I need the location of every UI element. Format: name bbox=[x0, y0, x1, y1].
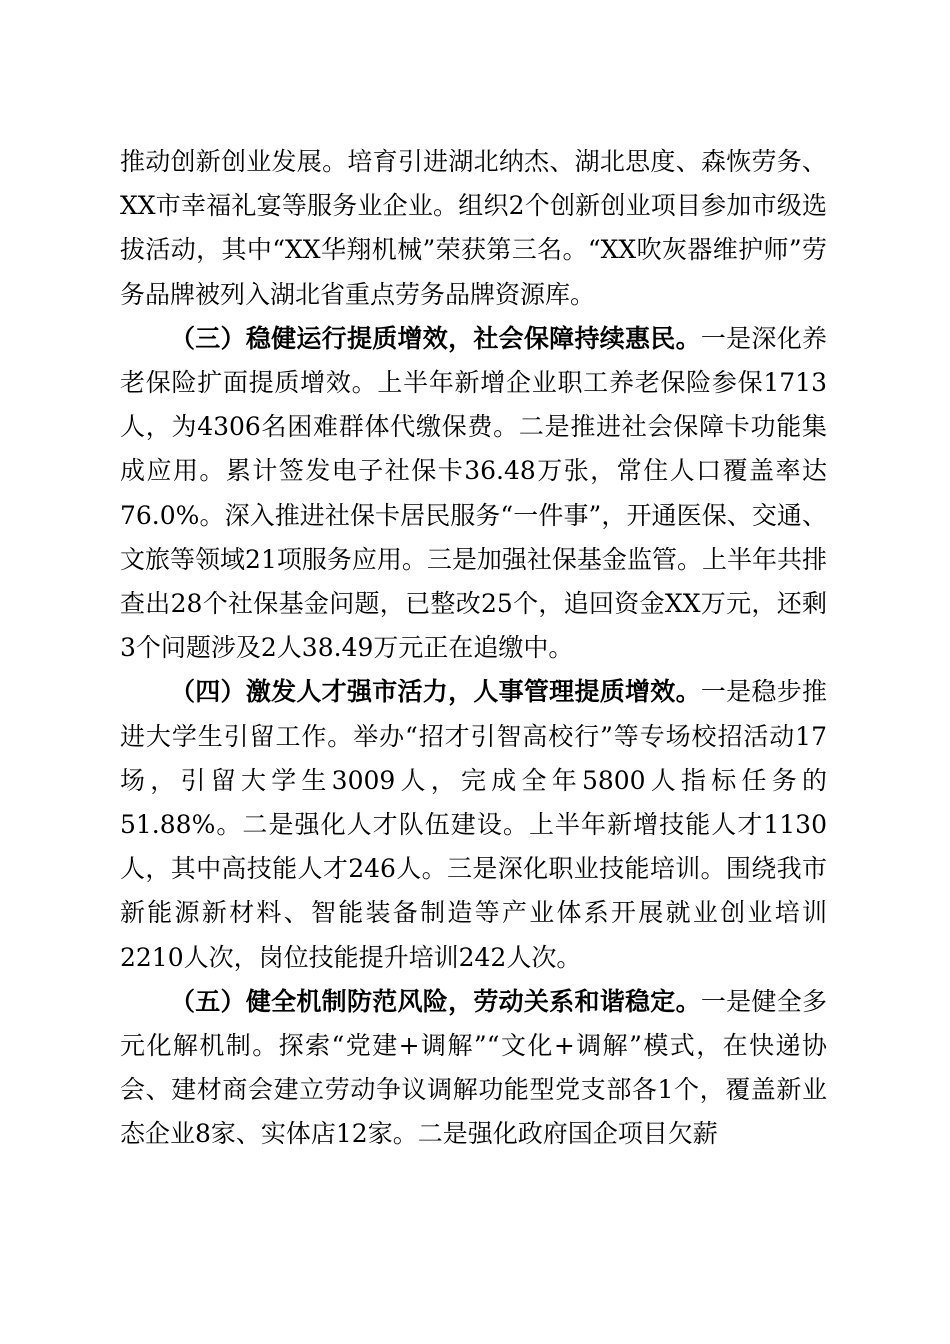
paragraph-3-text: 一是稳步推进大学生引留工作。举办“招才引智高校行”等专场校招活动17场，引留大学生3009人，完成全年5800人指标任务的51.88%。二是强化人才队伍建设。上半年新增技能人才1130人，其中高技能人才246人。三是深化职业技能培训。围绕我市新能源新材料、智能装备制造等产业体系开展就业创业培训2210人次，岗位技能提升培训242人次。 bbox=[120, 677, 827, 972]
document-page bbox=[120, 140, 827, 1157]
section-heading-4: （四）激发人才强市活力，人事管理提质增效。 bbox=[170, 677, 701, 707]
paragraph-1-text: 推动创新创业发展。培育引进湖北纳杰、湖北思度、森恢劳务、XX市幸福礼宴等服务业企业。组织2个创新创业项目参加市级选拔活动，其中“XX华翔机械”荣获第三名。“XX吹灰器维护师”劳务品牌被列入湖北省重点劳务品牌资源库。 bbox=[120, 147, 827, 309]
paragraph-4 bbox=[120, 980, 827, 1157]
paragraph-2 bbox=[120, 317, 827, 671]
paragraph-1 bbox=[120, 140, 827, 317]
paragraph-4-text: 一是健全多元化解机制。探索“党建+调解”“文化+调解”模式，在快递协会、建材商会建立劳动争议调解功能型党支部各1个，覆盖新业态企业8家、实体店12家。二是强化政府国企项目欠薪 bbox=[120, 986, 827, 1149]
section-heading-5: （五）健全机制防范风险，劳动关系和谐稳定。 bbox=[170, 986, 701, 1016]
paragraph-3 bbox=[120, 670, 827, 979]
section-heading-3: （三）稳健运行提质增效，社会保障持续惠民。 bbox=[170, 323, 701, 353]
paragraph-2-text: 一是深化养老保险扩面提质增效。上半年新增企业职工养老保险参保1713人，为4306名困难群体代缴保费。二是推进社会保障卡功能集成应用。累计签发电子社保卡36.48万张，常住人口覆盖率达76.0%。深入推进社保卡居民服务“一件事”，开通医保、交通、文旅等领域21项服务应用。三是加强社保基金监管。上半年共排查出28个社保基金问题，已整改25个，追回资金XX万元，还剩3个问题涉及2人38.49万元正在追缴中。 bbox=[120, 323, 827, 663]
